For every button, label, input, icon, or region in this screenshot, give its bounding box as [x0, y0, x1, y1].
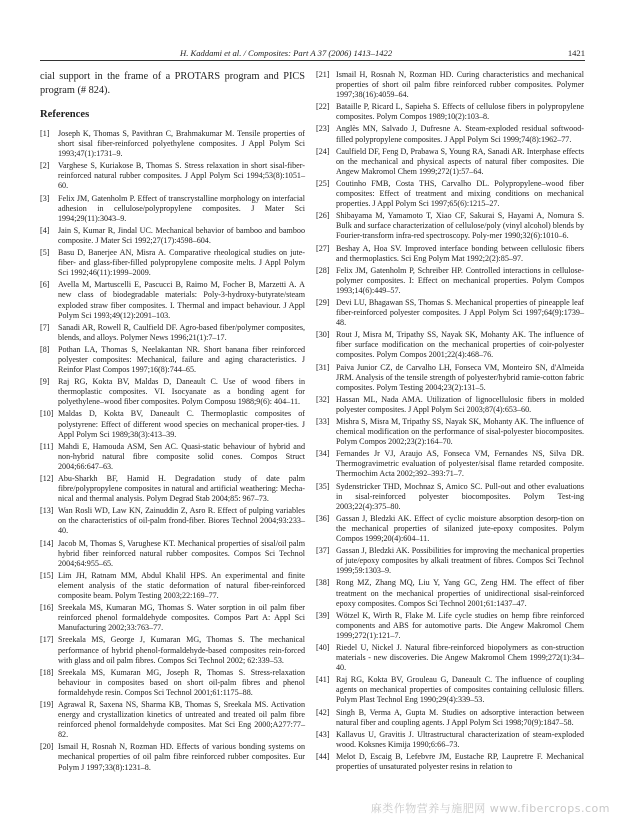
- reference-text: Gassan J, Bledzki AK. Effect of cyclic moisture absorption desorp-tion on the mechanical properties of silanized jute-epoxy composites. Polym Compos 1999;20(4):604–11.: [336, 513, 584, 544]
- reference-item: [316, 244, 584, 264]
- reference-number: [22]: [316, 102, 330, 112]
- reference-item: [316, 70, 584, 100]
- reference-number: [39]: [316, 610, 330, 620]
- reference-text: Joseph K, Thomas S, Pavithran C, Brahmakumar M. Tensile properties of short sisal fiber-reinforced polyethylene composites. J Appl Polym Sci 1993;47(1):1731–9.: [58, 129, 305, 159]
- reference-item: [40, 539, 305, 569]
- reference-text: Raj RG, Kokta BV, Maldas D, Daneault C. Use of wood fibers in thermoplastic composites. VI. Isocyanate as a bonding agent for polyethylene–wood fiber composites. Polym Composu 1988;9(6): 404–11.: [58, 377, 305, 407]
- reference-number: [16]: [40, 603, 54, 613]
- reference-item: [316, 708, 584, 728]
- reference-item: [316, 514, 584, 544]
- reference-number: [11]: [40, 441, 54, 451]
- reference-number: [1]: [40, 129, 50, 138]
- reference-item: [316, 611, 584, 641]
- reference-text: Varghese S, Kuriakose B, Thomas S. Stress relaxation in short sisal-fiber-reinforced natural rubber composites. J Appl Polym Sci 1994;53(8):1051–60.: [58, 161, 305, 191]
- reference-item: [316, 298, 584, 328]
- reference-text: Rout J, Misra M, Tripathy SS, Nayak SK, Mohanty AK. The influence of fiber surface modification on the mechanical properties of coir-polyester composites. Polym Compos 2001;22(4):468–76.: [336, 330, 584, 360]
- reference-text: Wan Rosli WD, Law KN, Zainuddin Z, Asro R. Effect of pulping variables on the characteristics of oil-palm frond-fiber. Biores Technol 2004;93:233–40.: [58, 506, 305, 536]
- watermark: 麻类作物营养与施肥网 www.fibercrops.com: [370, 802, 610, 815]
- reference-number: [25]: [316, 178, 330, 188]
- references-heading: References: [40, 109, 90, 120]
- reference-text: Felix JM, Gatenholm P, Schreiber HP. Controlled interactions in cellulose-polymer composites. I: Effect on mechanical properties. Polym Compos 1993;14(6):449–57.: [336, 265, 584, 295]
- reference-text: Fernandes Jr VJ, Araujo AS, Fonseca VM, Fernandes NS, Silva DR. Thermogravimetric evaluation of polyester/sisal flame retarded composite. Thermochim Acta 2002;392–393:71–7.: [336, 449, 584, 479]
- reference-number: [34]: [316, 449, 330, 459]
- reference-item: [316, 266, 584, 296]
- reference-item: [316, 752, 584, 772]
- reference-item: [40, 161, 305, 191]
- reference-number: [38]: [316, 578, 330, 588]
- reference-number: [32]: [316, 394, 330, 404]
- journal-citation: H. Kaddami et al. / Composites: Part A 37 (2006) 1413–1422: [180, 48, 393, 58]
- reference-number: [30]: [316, 330, 330, 340]
- reference-text: Lim JH, Ratnam MM, Abdul Khalil HPS. An experimental and finite element analysis of the static deformation of natural fiber-reinforced composite beam. Polym Testing 2003;22:169–77.: [58, 570, 305, 601]
- reference-number: [23]: [316, 124, 330, 134]
- header-rule: [40, 60, 585, 61]
- reference-text: Devi LU, Bhagawan SS, Thomas S. Mechanical properties of pineapple leaf fiber-reinforced polyester composites. J Appl Polym Sci 1997;64(9):1739–48.: [336, 297, 584, 328]
- reference-number: [5]: [40, 248, 50, 258]
- reference-number: [18]: [40, 667, 54, 677]
- reference-item: [40, 323, 305, 343]
- reference-item: [316, 395, 584, 415]
- reference-item: [40, 280, 305, 320]
- reference-number: [9]: [40, 377, 50, 387]
- reference-item: [316, 482, 584, 512]
- reference-item: [40, 668, 305, 698]
- reference-number: [33]: [316, 417, 330, 426]
- reference-text: Paiva Junior CZ, de Carvalho LH, Fonseca VM, Monteiro SN, d'Almeida JRM. Analysis of the tensile strength of polyester/hybrid ramie-cotton fabric composites. Polym Testing 2004;23(2):131–5.: [336, 362, 584, 392]
- reference-item: [316, 179, 584, 209]
- reference-text: Sreekala MS, Kumaran MG, Joseph R, Thomas S. Stress-relaxation behaviour in composites based on short oil-palm fibres and phenol formaldehyde resin. Compos Sci Technol 2001;61:1175–88.: [58, 667, 305, 697]
- reference-item: [316, 147, 584, 177]
- reference-item: [40, 442, 305, 472]
- reference-text: Hassan ML, Nada AMA. Utilization of lignocellulosic fibers in molded polyester composites. J Appl Polym Sci 2003;87(4):653–60.: [336, 394, 584, 414]
- reference-item: [40, 194, 305, 224]
- reference-item: [316, 211, 584, 241]
- reference-number: [13]: [40, 506, 54, 516]
- reference-text: Wötzel K, Wirth R, Flake M. Life cycle studies on hemp fibre reinforced components and ABS for automotive parts. Die Angew Makromol Chem 1999;272(1):121–7.: [336, 610, 584, 640]
- references-list-left: [40, 129, 305, 773]
- reference-number: [31]: [316, 362, 330, 372]
- left-column: [40, 70, 305, 775]
- reference-number: [12]: [40, 474, 54, 483]
- reference-text: Anglès MN, Salvado J, Dufresne A. Steam-exploded residual softwood-filled polypropylene composites. J Appl Polym Sci 1999;74(8):1962–77.: [336, 124, 584, 144]
- reference-number: [36]: [316, 513, 330, 523]
- reference-number: [3]: [40, 193, 50, 203]
- reference-item: [40, 377, 305, 407]
- reference-item: [40, 474, 305, 504]
- reference-text: Sreekala MS, George J, Kumaran MG, Thomas S. The mechanical performance of hybrid phenol-formaldehyde-based composites rein-forced with glass and oil palm fibres. Compos Sci Technol 2002; 62:339–53.: [58, 635, 305, 665]
- reference-number: [20]: [40, 742, 54, 752]
- reference-number: [2]: [40, 161, 50, 171]
- reference-text: Shibayama M, Yamamoto T, Xiao CF, Sakurai S, Hayami A, Nomura S. Bulk and surface characterization of cellulose/poly (vinyl alcohol) blends by Fourier-transform infra-red spectroscopy. Poly-mer 1990;32(6):1010–6.: [336, 211, 584, 241]
- reference-item: [40, 635, 305, 665]
- reference-text: Caulfield DF, Feng D, Prabawa S, Young RA, Sanadi AR. Interphase effects on the mechanical and physical aspects of natural fiber composites. Die Angew Makromol Chem 1999;272(1):57–64.: [336, 146, 584, 176]
- reference-number: [41]: [316, 675, 330, 685]
- reference-item: [316, 546, 584, 576]
- reference-number: [29]: [316, 297, 330, 307]
- reference-item: [316, 643, 584, 673]
- reference-number: [8]: [40, 344, 50, 354]
- reference-text: Singh B, Verma A, Gupta M. Studies on adsorptive interaction between natural fiber and coupling agents. J Appl Polym Sci 1998;70(9):1847–58.: [336, 707, 584, 727]
- acknowledgment-text: cial support in the frame of a PROTARS program and PICS program (# 824).: [40, 71, 305, 96]
- reference-text: Sanadi AR, Rowell R, Caulfield DF. Agro-based fiber/polymer composites, blends, and alloys. Polymer News 1996;21(1):7–17.: [58, 322, 305, 342]
- reference-text: Melot D, Escaig B, Lefebvre JM, Eustache RP, Laupretre F. Mechanical properties of unsaturated polyester resins in relation to: [336, 751, 584, 771]
- reference-text: Sreekala MS, Kumaran MG, Thomas S. Water sorption in oil palm fiber reinforced phenol formaldehyde composites. Compos Part A: Appl Sci Manufacturing 2002;33:763–77.: [58, 603, 305, 633]
- reference-text: Avella M, Martuscelli E, Pascucci B, Raimo M, Focher B, Marzetti A. A new class of biodegradable materials: Poly-3-hydroxy-butyrate/steam exploded straw fiber composites. I. Thermal and impact behaviour. J Appl Polym Sci 1993;49(12):2091–103.: [58, 280, 305, 320]
- reference-text: Rong MZ, Zhang MQ, Liu Y, Yang GC, Zeng HM. The effect of fiber treatment on the mechanical properties of unidirectional sisal-reinforced epoxy composites. Compos Sci Technol 2001;61:1437–47.: [336, 578, 584, 608]
- reference-item: [316, 417, 584, 447]
- reference-text: Mishra S, Misra M, Tripathy SS, Nayak SK, Mohanty AK. The influence of chemical modification on the performance of sisal-polyester biocomposites. Polym Compos 2002;23(2):164–70.: [336, 417, 584, 447]
- reference-number: [26]: [316, 211, 330, 221]
- reference-number: [27]: [316, 243, 330, 253]
- reference-number: [42]: [316, 707, 330, 717]
- reference-number: [19]: [40, 699, 54, 709]
- reference-text: Riedel U, Nickel J. Natural fibre-reinforced biopolymers as con-struction materials - new discoveries. Die Angew Makromol Chem 1999;272(1):34–40.: [336, 642, 584, 673]
- reference-text: Bataille P, Ricard L, Sapieha S. Effects of cellulose fibers in polypropylene composites. Polym Compos 1989;10(2):103–8.: [336, 102, 584, 122]
- reference-text: Kallavus U, Gravitis J. Ultrastructural characterization of steam-exploded wood. Koksnes Kimija 1990;6:66–73.: [336, 729, 584, 749]
- reference-item: [40, 603, 305, 633]
- right-column: [316, 70, 584, 774]
- reference-item: [316, 578, 584, 608]
- reference-item: [40, 248, 305, 278]
- reference-item: [40, 226, 305, 246]
- reference-text: Raj RG, Kokta BV, Grouleau G, Daneault C. The influence of coupling agents on mechanical properties of composites containing cellulosic fillers. Polym Plast Technol Eng 1990;29(4):339–53.: [336, 675, 584, 705]
- reference-text: Sydenstricker THD, Mochnaz S, Amico SC. Pull-out and other evaluations in sisal-reinforced polyester biocomposites. Polym Test-ing 2003;22(4):375–80.: [336, 481, 584, 511]
- reference-text: Beshay A, Hoa SV. Improved interface bonding between cellulosic fibers and thermoplastics. Sci Eng Polym Mat 1992;2(2):85–97.: [336, 243, 584, 263]
- reference-number: [7]: [40, 322, 50, 332]
- reference-item: [316, 102, 584, 122]
- reference-number: [17]: [40, 635, 54, 645]
- reference-text: Mahdi E, Hamouda ASM, Sen AC. Quasi-static behaviour of hybrid and non-hybrid natural fibre composite solid cones. Compos Struct 2004;66:647–63.: [58, 441, 305, 471]
- reference-item: [40, 129, 305, 159]
- reference-text: Gassan J, Bledzki AK. Possibilities for improving the mechanical properties of jute/epoxy composites by alkali treatment of fibres. Compos Sci Technol 1999;59:1303–9.: [336, 546, 584, 576]
- reference-item: [316, 449, 584, 479]
- reference-text: Coutinho FMB, Costa THS, Carvalho DL. Polypropylene–wood fiber composites: Effect of treatment and mixing conditions on mechanical properties. J Appl Polym Sci 1997;65(6):1215–27.: [336, 178, 584, 209]
- reference-number: [37]: [316, 546, 330, 556]
- reference-item: [316, 124, 584, 144]
- reference-item: [316, 330, 584, 360]
- running-header: [40, 47, 585, 61]
- reference-item: [40, 571, 305, 601]
- reference-number: [24]: [316, 146, 330, 156]
- reference-item: [316, 675, 584, 705]
- reference-number: [15]: [40, 570, 54, 580]
- reference-text: Ismail H, Rosnah N, Rozman HD. Curing characteristics and mechanical properties of short oil palm fibre reinforced rubber composites. Polymer 1997;38(16):4059–64.: [336, 70, 584, 100]
- reference-text: Jacob M, Thomas S, Varughese KT. Mechanical properties of sisal/oil palm hybrid fiber reinforced natural rubber composites. Compos Sci Technol 2004;64:955–65.: [58, 538, 305, 568]
- reference-text: Pothan LA, Thomas S, Neelakantan NR. Short banana fiber reinforced polyester composites: Mechanical, failure and aging characteristics. J Reinfor Plast Compos 1997;16(8):744–65.: [58, 344, 305, 375]
- reference-text: Felix JM, Gatenholm P. Effect of transcrystalline morphology on interfacial adhesion in cellulose/polypropylene composites. J Mater Sci 1994;29(11):3043–9.: [58, 193, 305, 223]
- reference-item: [40, 345, 305, 375]
- reference-text: Ismail H, Rosnah N, Rozman HD. Effects of various bonding systems on mechanical properties of oil palm fibre reinforced rubber composites. Eur Polym J 1997;33(8):1231–8.: [58, 742, 305, 772]
- reference-text: Abu-Sharkh BF, Hamid H. Degradation study of date palm fibre/polypropylene composites in natural and artificial weathering: Mecha-nical and thermal analysis. Polym Degrad Stab 2004;85: 967–73.: [58, 474, 305, 504]
- reference-text: Basu D, Banerjee AN, Misra A. Comparative rheological studies on jute-fiber- and glass-fiber-filled polypropylene composite melts. J Appl Polym Sci 1992;46(11):1999–2009.: [58, 248, 305, 278]
- reference-text: Maldas D, Kokta BV, Daneault C. Thermoplastic composites of polystyrene: Effect of different wood species on mechanical proper-ties. J Appl Polym Sci 1989;38(3):413–39.: [58, 409, 305, 439]
- reference-number: [21]: [316, 70, 330, 79]
- reference-number: [40]: [316, 642, 330, 652]
- reference-number: [6]: [40, 280, 50, 290]
- reference-item: [316, 363, 584, 393]
- reference-number: [10]: [40, 409, 54, 419]
- reference-text: Jain S, Kumar R, Jindal UC. Mechanical behavior of bamboo and bamboo composite. J Mater Sci 1992;27(17):4598–604.: [58, 225, 305, 245]
- reference-number: [14]: [40, 538, 54, 548]
- reference-number: [4]: [40, 225, 50, 235]
- reference-item: [40, 700, 305, 740]
- reference-number: [44]: [316, 751, 330, 761]
- reference-number: [43]: [316, 729, 330, 739]
- reference-item: [40, 506, 305, 536]
- reference-item: [40, 742, 305, 772]
- page-number: 1421: [567, 48, 585, 58]
- reference-item: [40, 409, 305, 439]
- reference-item: [316, 730, 584, 750]
- reference-text: Agrawal R, Saxena NS, Sharma KB, Thomas S, Sreekala MS. Activation energy and crystallization kinetics of untreated and treated oil palm fibre reinforced phenol formaldehyde composites. Mat Sci Eng 2000;A277:77–82.: [58, 699, 305, 740]
- reference-number: [28]: [316, 265, 330, 275]
- references-list-right: [316, 70, 584, 772]
- reference-number: [35]: [316, 481, 330, 491]
